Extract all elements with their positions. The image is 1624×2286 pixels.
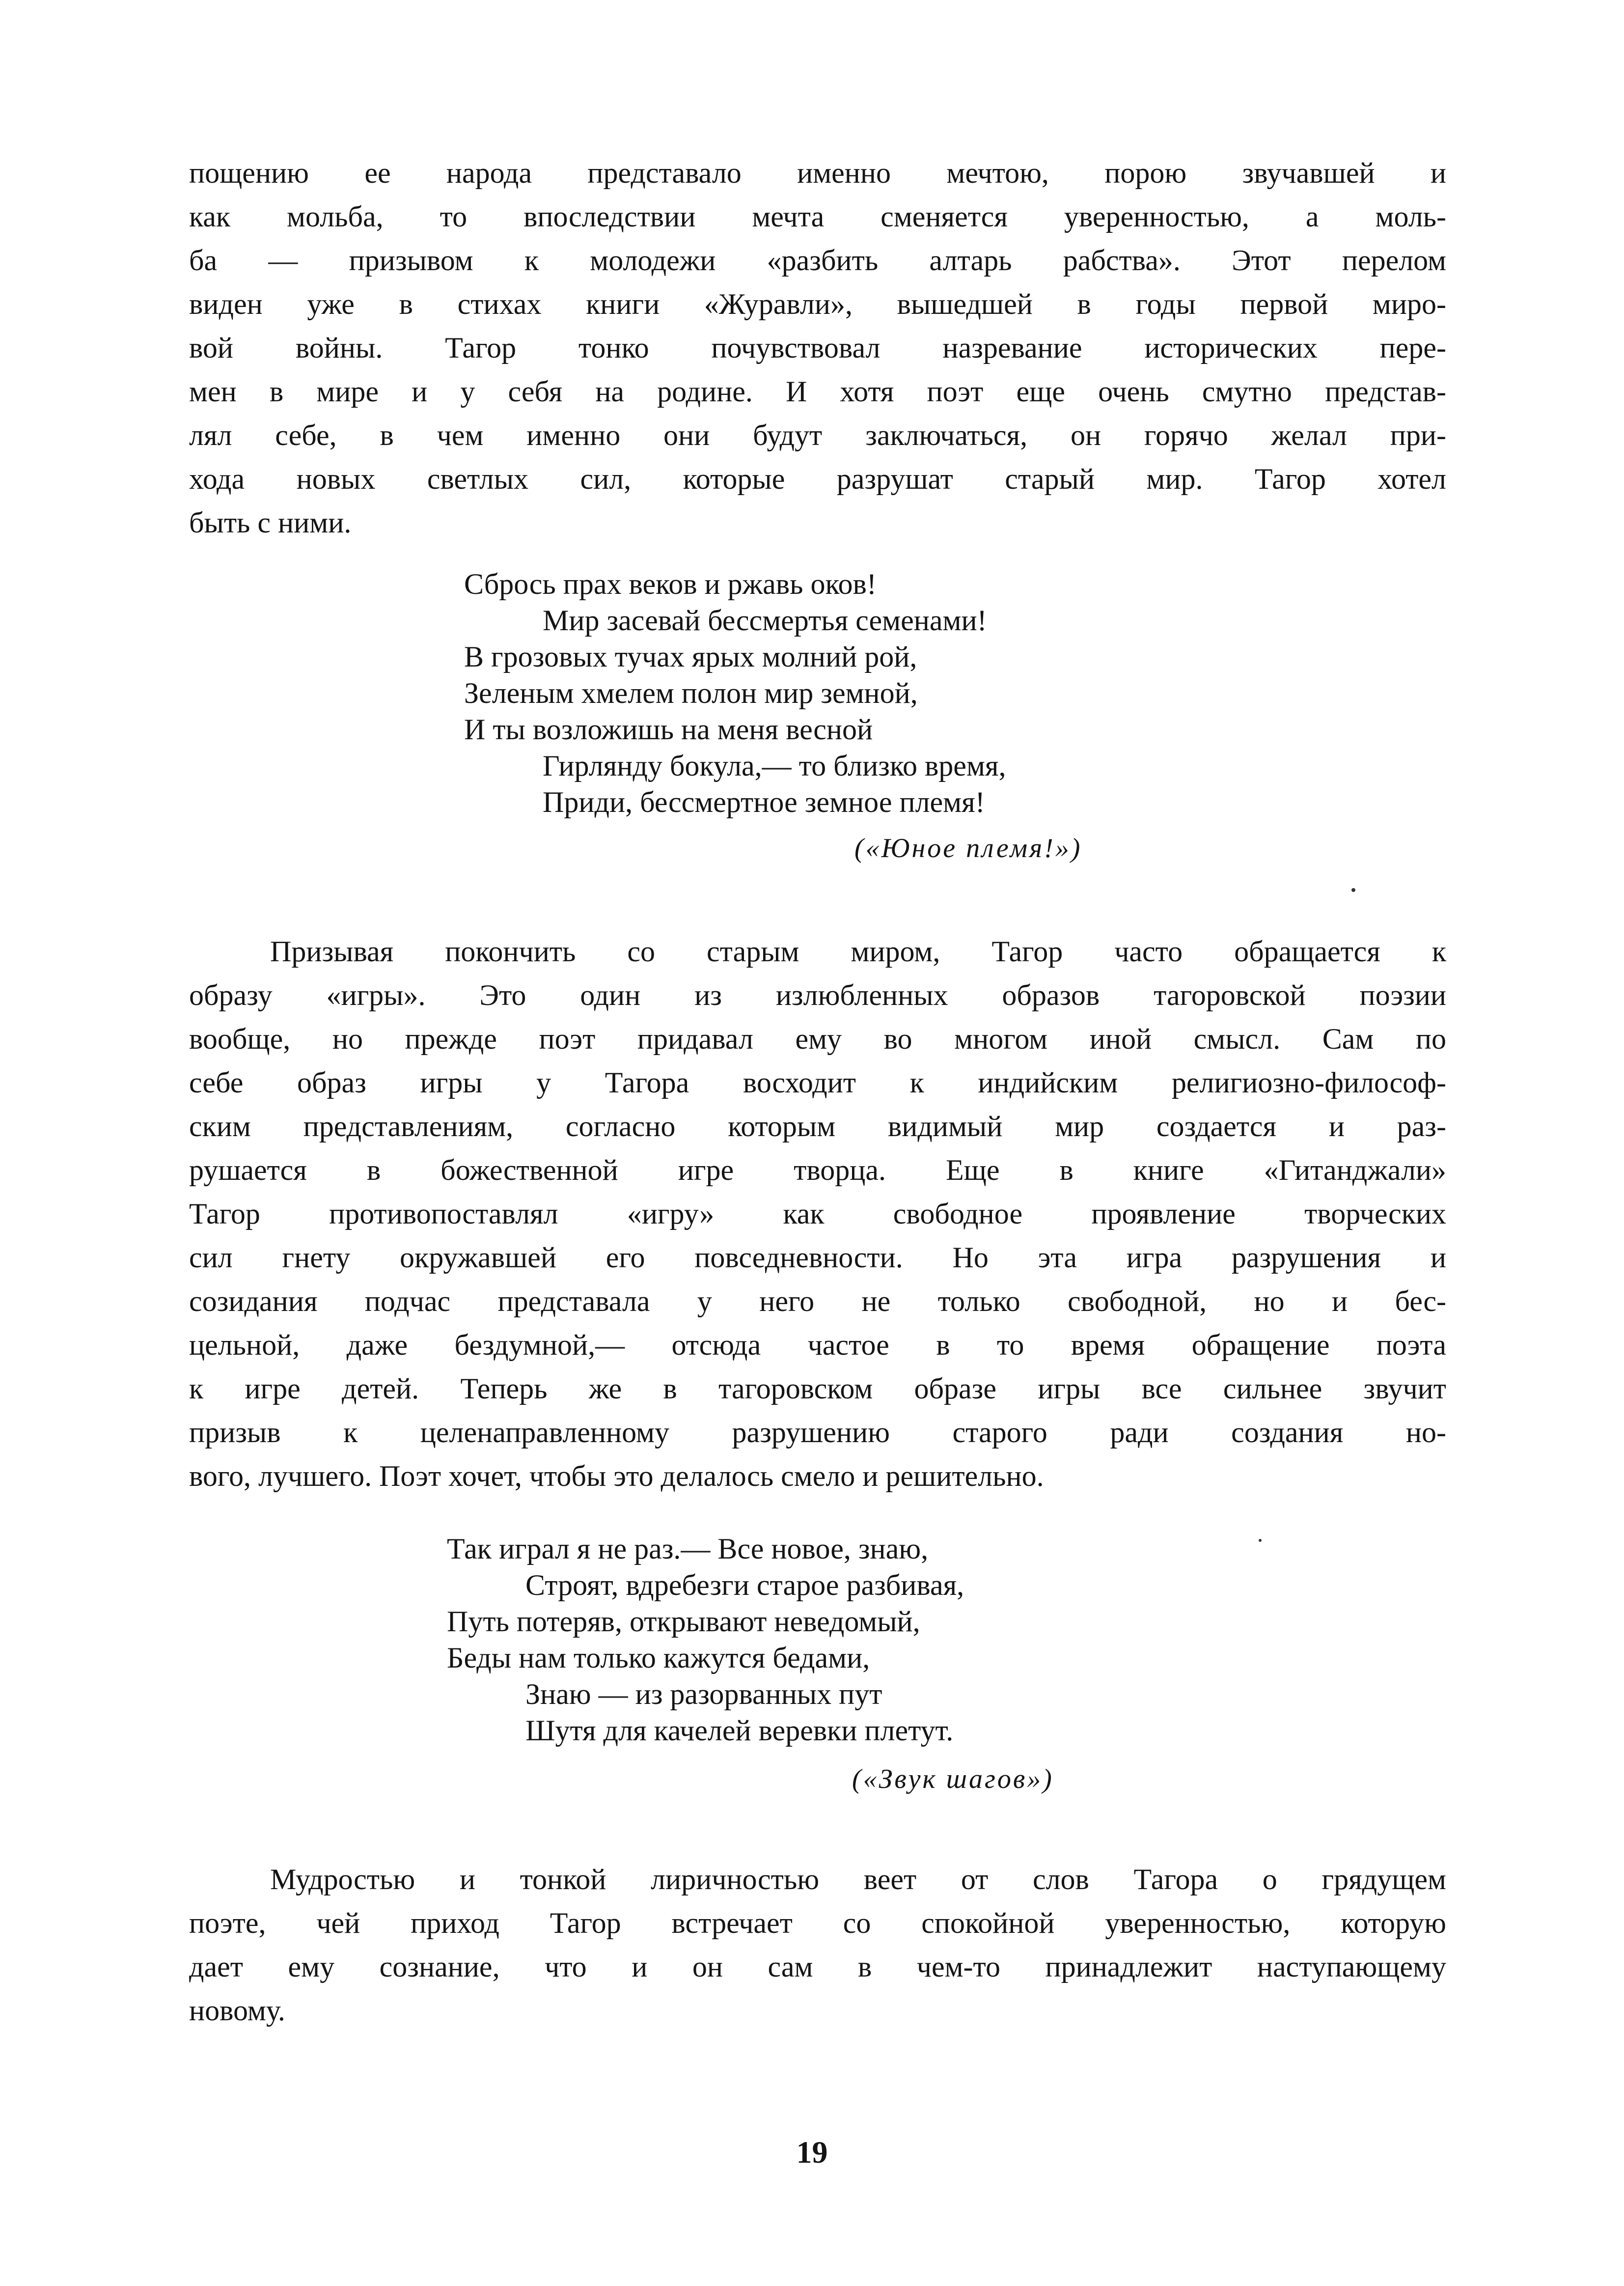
poem-verse: В грозовых тучах ярых молний рой, [464, 641, 917, 673]
page-number: 19 [796, 2135, 828, 2170]
paragraph-1 [189, 151, 1446, 545]
paragraph-2 [189, 930, 1446, 1498]
text-line: виден уже в стихах книги «Журавли», вышедшей в годы первой миро- [189, 288, 1446, 320]
poem-verse: Так играл я не раз.— Все новое, знаю, [447, 1533, 929, 1565]
poem-verse: Строят, вдребезги старое разбивая, [525, 1569, 964, 1601]
text-line: ским представлениям, согласно которым видимый мир создается и раз- [189, 1110, 1446, 1143]
text-line: дает ему сознание, что и он сам в чем-то принадлежит наступающему [189, 1951, 1446, 1983]
print-speck [1351, 888, 1355, 892]
text-line: себе образ игры у Тагора восходит к индийским религиозно-философ- [189, 1066, 1446, 1099]
print-speck [1259, 1539, 1262, 1542]
text-line: Призывая покончить со старым миром, Тагор часто обращается к [270, 935, 1446, 968]
text-line: сил гнету окружавшей его повседневности. Но эта игра разрушения и [189, 1241, 1446, 1274]
text-line: Тагор противопоставлял «игру» как свободное проявление творческих [189, 1198, 1446, 1230]
poem-verse: Зеленым хмелем полон мир земной, [464, 677, 918, 709]
poem-verse: И ты возложишь на меня весной [464, 713, 873, 746]
text-line: вой войны. Тагор тонко почувствовал назревание исторических пере- [189, 332, 1446, 364]
text-line: к игре детей. Теперь же в тагоровском образе игры все сильнее звучит [189, 1372, 1446, 1405]
paragraph-3 [189, 1858, 1446, 2033]
poem-1 [464, 566, 1006, 820]
poem-source: («Юное племя!») [854, 833, 1082, 864]
poem-verse: Знаю — из разорванных пут [525, 1678, 882, 1710]
poem-verse: Шутя для качелей веревки плетут. [525, 1714, 954, 1747]
text-line: новому. [189, 1994, 285, 2027]
text-line: созидания подчас представала у него не только свободной, но и бес- [189, 1285, 1446, 1317]
text-line: Мудростью и тонкой лиричностью веет от слов Тагора о грядущем [270, 1863, 1446, 1896]
poem-verse: Беды нам только кажутся бедами, [447, 1642, 870, 1674]
text-line: быть с ними. [189, 506, 352, 539]
text-line: рушается в божественной игре творца. Еще в книге «Гитанджали» [189, 1154, 1446, 1186]
text-line: призыв к целенаправленному разрушению старого ради создания но- [189, 1416, 1446, 1449]
poem-verse: Сбрось прах веков и ржавь оков! [464, 568, 877, 600]
poem-verse: Мир засевай бессмертья семенами! [543, 604, 987, 637]
text-line: поэте, чей приход Тагор встречает со спокойной уверенностью, которую [189, 1907, 1446, 1939]
poem-verse: Приди, бессмертное земное племя! [543, 786, 985, 818]
text-line: лял себе, в чем именно они будут заключаться, он горячо желал при- [189, 419, 1446, 451]
poem-2 [447, 1531, 964, 1749]
text-line: вообще, но прежде поэт придавал ему во многом иной смысл. Сам по [189, 1023, 1446, 1055]
text-line: цельной, даже бездумной,— отсюда частое в то время обращение поэта [189, 1329, 1446, 1361]
text-line: вого, лучшего. Поэт хочет, чтобы это делалось смело и решительно. [189, 1460, 1044, 1492]
text-line: пощению ее народа представало именно мечтою, порою звучавшей и [189, 157, 1446, 189]
text-line: ба — призывом к молодежи «разбить алтарь рабства». Этот перелом [189, 244, 1446, 277]
text-line: образу «игры». Это один из излюбленных образов тагоровской поэзии [189, 979, 1446, 1011]
text-line: мен в мире и у себя на родине. И хотя поэт еще очень смутно представ- [189, 375, 1446, 408]
poem-source: («Звук шагов») [852, 1764, 1054, 1794]
poem-verse: Путь потеряв, открывают неведомый, [447, 1605, 920, 1638]
text-line: хода новых светлых сил, которые разрушат старый мир. Тагор хотел [189, 463, 1446, 495]
poem-verse: Гирлянду бокула,— то близко время, [543, 750, 1006, 782]
text-line: как мольба, то впоследствии мечта сменяется уверенностью, а моль- [189, 200, 1446, 233]
